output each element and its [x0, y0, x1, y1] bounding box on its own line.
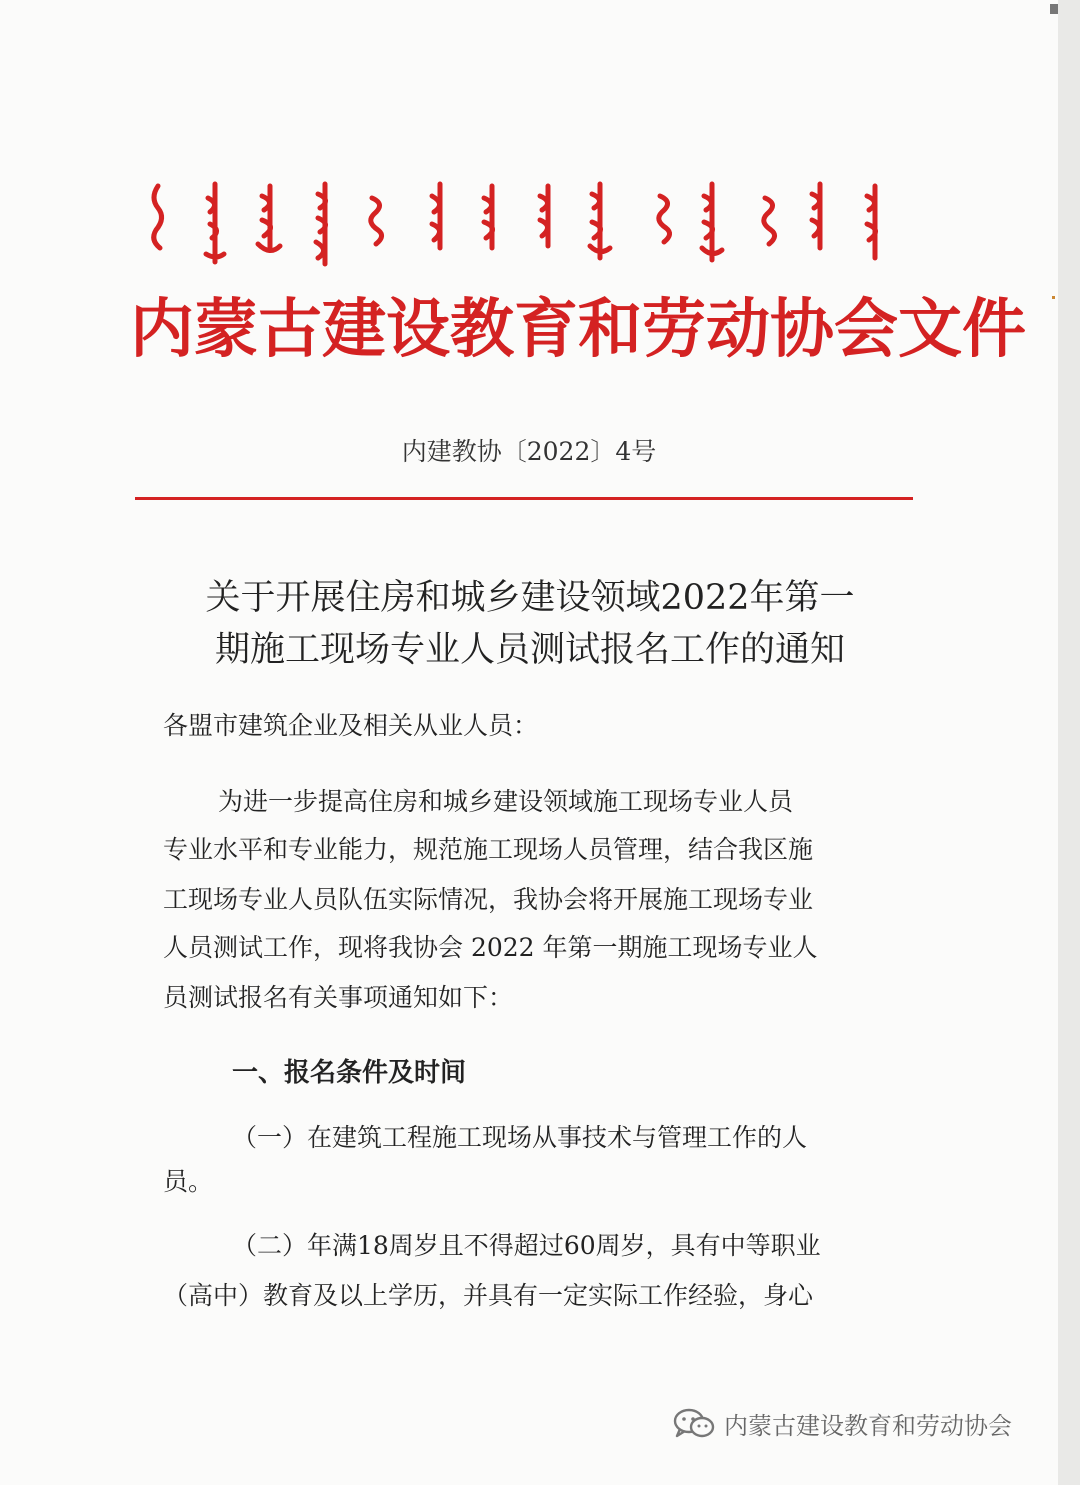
masthead-title: 内蒙古建设教育和劳动协会文件 — [130, 292, 1026, 367]
paragraph-line: （高中）教育及以上学历，并具有一定实际工作经验，身心 — [163, 1281, 814, 1310]
paragraph-line: 专业水平和专业能力，规范施工现场人员管理，结合我区施 — [163, 835, 814, 864]
mongolian-script-logo — [140, 178, 900, 268]
wechat-icon — [672, 1407, 718, 1441]
paragraph-line: （二）年满18周岁且不得超过60周岁，具有中等职业 — [232, 1231, 821, 1260]
watermark-text: 内蒙古建设教育和劳动协会 — [724, 1412, 1012, 1440]
paragraph-line: 工现场专业人员队伍实际情况，我协会将开展施工现场专业 — [163, 885, 814, 914]
notice-title — [160, 572, 900, 676]
salutation: 各盟市建筑企业及相关从业人员： — [163, 711, 539, 740]
scan-speck — [1052, 296, 1055, 299]
notice-title-line: 关于开展住房和城乡建设领域2022年第一 — [205, 578, 855, 618]
notice-title-line: 期施工现场专业人员测试报名工作的通知 — [214, 630, 845, 670]
red-divider — [135, 497, 913, 500]
paragraph-line: 员。 — [163, 1167, 214, 1196]
section-heading: 一、报名条件及时间 — [232, 1058, 467, 1088]
scan-margin — [1058, 0, 1080, 1485]
paragraph-line: （一）在建筑工程施工现场从事技术与管理工作的人 — [232, 1123, 808, 1152]
wechat-watermark — [672, 1406, 1012, 1441]
paragraph-line: 人员测试工作，现将我协会 2022 年第一期施工现场专业人 — [163, 933, 818, 962]
paragraph-line: 员测试报名有关事项通知如下： — [163, 983, 514, 1012]
paragraph-line: 为进一步提高住房和城乡建设领域施工现场专业人员 — [218, 787, 794, 816]
document-number: 内建教协〔2022〕4号 — [401, 437, 657, 466]
